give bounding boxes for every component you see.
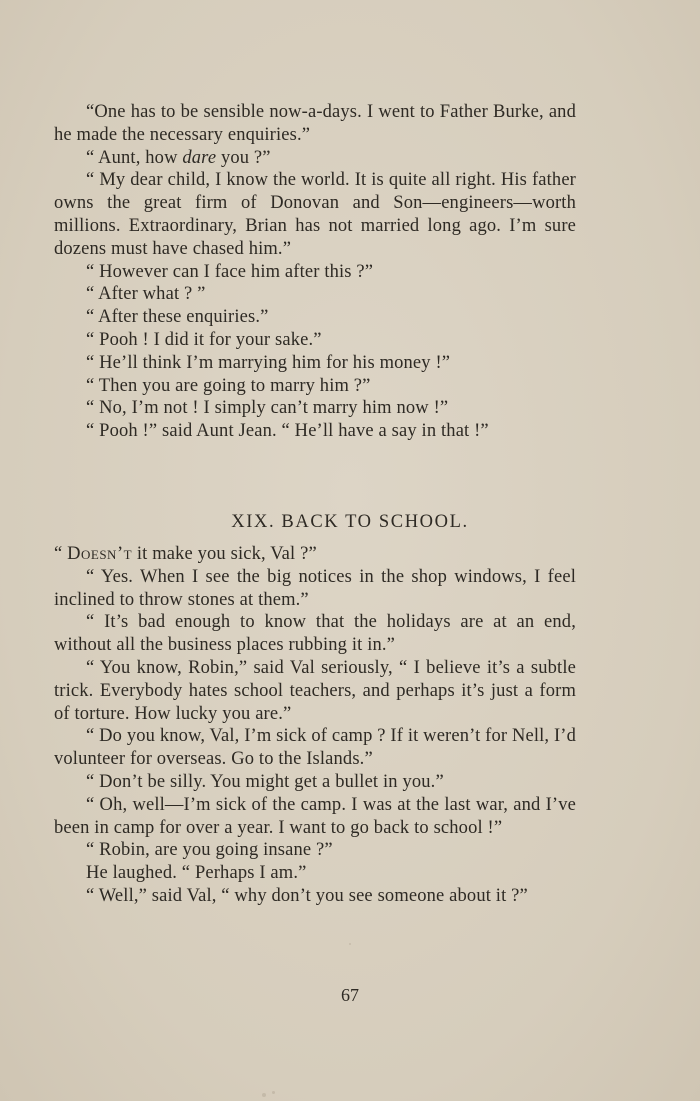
paragraph: “ Robin, are you going insane ?” [86, 840, 333, 861]
paragraph-text: it make you sick, Val ?” [132, 544, 317, 564]
paragraph-text: you ?” [216, 147, 271, 168]
paragraph: “ Yes. When I see the big notices in the shop windows, I feel inclined to throw stones at them.” [54, 566, 576, 610]
paper-speck [262, 1093, 266, 1097]
paragraph: “ Do you know, Val, I’m sick of camp ? If it weren’t for Nell, I’d volunteer for overseas. Go to the Islands.” [54, 726, 576, 770]
paragraph [54, 147, 576, 170]
emphasis-text: dare [182, 147, 217, 168]
paragraph: “ Don’t be silly. You might get a bullet in you.” [86, 771, 444, 792]
paper-speck [272, 1091, 275, 1094]
paragraph: “ Then you are going to marry him ?” [86, 375, 371, 396]
top-text-block [54, 101, 576, 443]
paragraph: “ After what ? ” [86, 284, 206, 305]
paragraph: “ He’ll think I’m marrying him for his money !” [86, 352, 451, 373]
paragraph-text: “ Aunt, how [86, 147, 183, 168]
paragraph: “One has to be sensible now-a-days. I went to Father Burke, and he made the necessary enquiries.” [54, 102, 576, 145]
paragraph: “ My dear child, I know the world. It is quite all right. His father owns the great firm of Donovan and Son—engineers—worth millions. Extraordinary, Brian has not married long ago. I’m sure dozens must have chased him.” [54, 170, 576, 259]
paragraph: “ However can I face him after this ?” [86, 261, 374, 282]
chapter-text-block [54, 543, 576, 908]
chapter-opening-paragraph [54, 543, 576, 566]
paper-speck [349, 943, 351, 945]
small-caps-opening-word: Doesn’t [67, 544, 133, 564]
paragraph: “ No, I’m not ! I simply can’t marry him now !” [86, 398, 449, 419]
paragraph: “ After these enquiries.” [86, 307, 269, 328]
paragraph: “ Well,” said Val, “ why don’t you see someone about it ?” [86, 885, 528, 906]
opening-quote: “ [54, 544, 68, 564]
paragraph: “ You know, Robin,” said Val seriously, “ I believe it’s a subtle trick. Everybody hates school teachers, and perhaps it’s just a form of torture. How lucky you are.” [54, 657, 576, 724]
paragraph: “ Oh, well—I’m sick of the camp. I was at the last war, and I’ve been in camp for over a year. I want to go back to school !” [54, 794, 576, 838]
paragraph: He laughed. “ Perhaps I am.” [86, 863, 307, 884]
chapter-heading: XIX. BACK TO SCHOOL. [231, 512, 469, 532]
paragraph: “ Pooh !” said Aunt Jean. “ He’ll have a say in that !” [86, 421, 489, 442]
paragraph: “ It’s bad enough to know that the holidays are at an end, without all the business places rubbing it in.” [54, 612, 576, 656]
page-number: 67 [341, 985, 359, 1005]
paragraph: “ Pooh ! I did it for your sake.” [86, 329, 322, 350]
